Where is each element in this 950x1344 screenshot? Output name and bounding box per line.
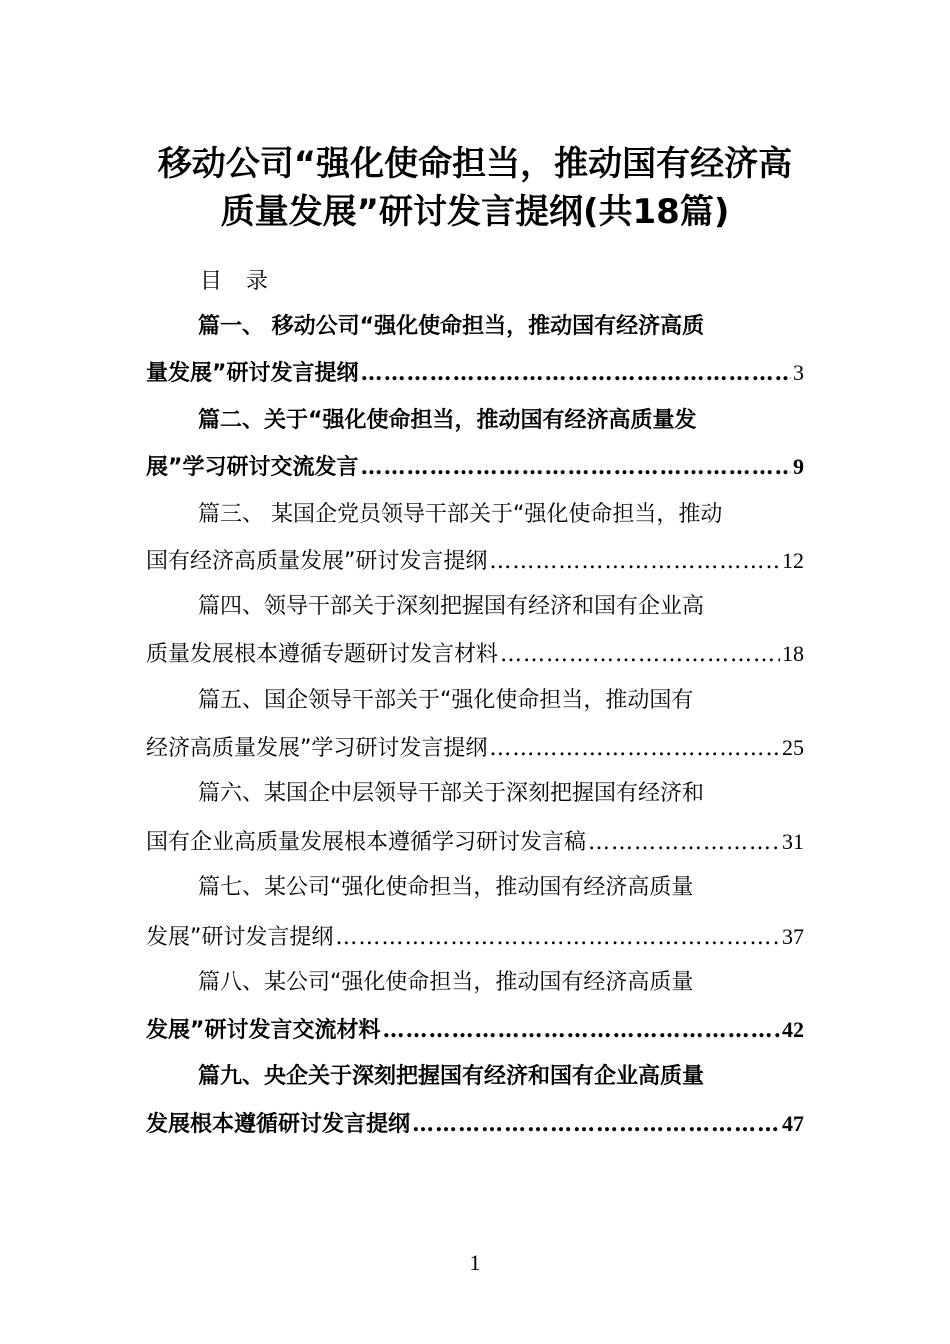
- toc-entry-7-line-1: 篇七、某公司“强化使命担当，推动国有经济高质量: [198, 875, 694, 900]
- toc-entry-5-line-2: [146, 733, 804, 764]
- toc-entry-8-page: 42: [782, 1017, 804, 1042]
- document-title-line-1: 移动公司“强化使命担当，推动国有经济高: [157, 144, 793, 184]
- toc-entry-5-leader: [489, 734, 780, 764]
- toc-entry-2-line-2: [146, 452, 804, 483]
- page-number: 1: [469, 1250, 481, 1275]
- toc-entry-7-leader: [335, 923, 780, 953]
- toc-entry-8-text: 发展”研讨发言交流材料: [146, 1018, 381, 1043]
- toc-entry-4-leader: [500, 640, 780, 670]
- toc-entry-1-line-1: 篇一、 移动公司“强化使命担当，推动国有经济高质: [198, 314, 705, 339]
- toc-entry-2-line-1: 篇二、关于“强化使命担当，推动国有经济高质量发: [198, 408, 697, 433]
- toc-entry-4-page: 18: [782, 641, 804, 666]
- toc-entry-4-line-1: 篇四、领导干部关于深刻把握国有经济和国有企业高: [198, 594, 705, 619]
- toc-entry-9-page: 47: [782, 1111, 804, 1136]
- toc-entry-5-page: 25: [782, 735, 804, 760]
- document-title-line-2: 质量发展”研讨发言提纲(共18篇): [220, 192, 730, 232]
- toc-entry-3-text: 国有经济高质量发展”研讨发言提纲: [146, 549, 488, 574]
- toc-entry-6-leader: [588, 828, 780, 858]
- toc-entry-9-line-2: [146, 1109, 804, 1140]
- toc-entry-6-line-2: [146, 827, 804, 858]
- toc-entry-8-line-2: [146, 1015, 804, 1046]
- toc-entry-3-line-2: [146, 546, 804, 577]
- toc-entry-1-text: 量发展”研讨发言提纲: [146, 361, 359, 386]
- toc-entry-9-leader: [412, 1109, 780, 1139]
- toc-entry-7-page: 37: [782, 924, 804, 949]
- toc-heading: 目录: [200, 269, 293, 294]
- toc-entry-6-line-1: 篇六、某国企中层领导干部关于深刻把握国有经济和: [198, 781, 705, 806]
- toc-entry-6-page: 31: [782, 829, 804, 854]
- toc-entry-4-text: 质量发展根本遵循专题研讨发言材料: [146, 642, 499, 667]
- toc-entry-3-leader: [489, 547, 780, 577]
- toc-entry-4-line-2: [146, 639, 804, 670]
- toc-entry-9-line-1: 篇九、央企关于深刻把握国有经济和国有企业高质量: [198, 1064, 705, 1089]
- toc-entry-1-leader: [360, 358, 791, 388]
- toc-entry-5-line-1: 篇五、国企领导干部关于“强化使命担当，推动国有: [198, 688, 694, 713]
- toc-entry-2-text: 展”学习研讨交流发言: [146, 455, 359, 480]
- toc-entry-7-text: 发展”研讨发言提纲: [146, 925, 334, 950]
- toc-entry-8-leader: [382, 1015, 780, 1045]
- toc-entry-6-text: 国有企业高质量发展根本遵循学习研讨发言稿: [146, 830, 587, 855]
- toc-entry-7-line-2: [146, 922, 804, 953]
- toc-entry-5-text: 经济高质量发展”学习研讨发言提纲: [146, 736, 488, 761]
- toc-entry-3-line-1: 篇三、 某国企党员领导干部关于“强化使命担当，推动: [198, 502, 723, 527]
- toc-entry-1-page: 3: [793, 360, 804, 385]
- toc-entry-9-text: 发展根本遵循研讨发言提纲: [146, 1112, 411, 1137]
- toc-entry-2-page: 9: [793, 454, 804, 479]
- toc-entry-1-line-2: [146, 358, 804, 389]
- toc-entry-2-leader: [360, 452, 791, 482]
- toc-entry-3-page: 12: [782, 548, 804, 573]
- toc-entry-8-line-1: 篇八、某公司“强化使命担当，推动国有经济高质量: [198, 970, 694, 995]
